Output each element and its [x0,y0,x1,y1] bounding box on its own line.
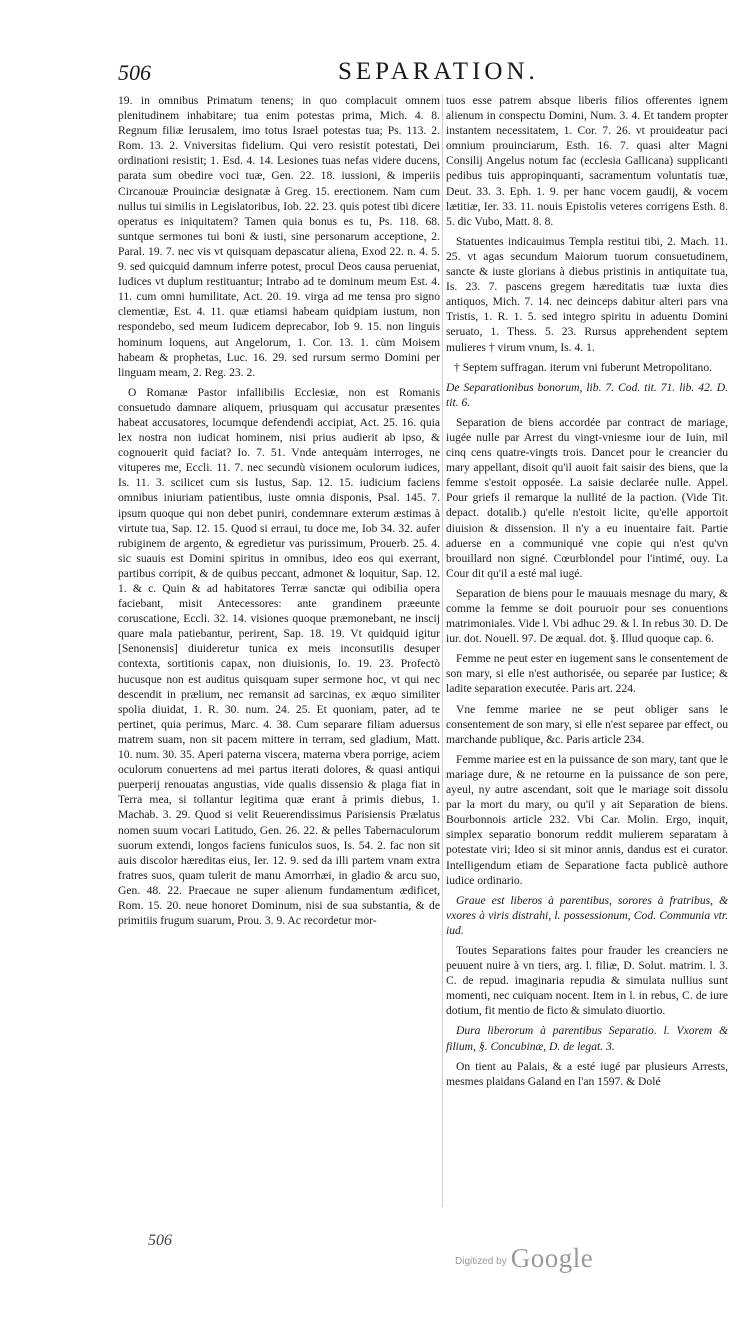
stray-page-mark: 506 [148,1232,172,1249]
digitized-by-watermark [455,1243,593,1274]
google-logo: Google [510,1243,594,1273]
paragraph: 19. in omnibus Primatum tenens; in quo complacuit omnem plenitudinem inhabitare; tua enim potestas prima, Mich. 4. 8. Regnum filiæ Ierusalem, imo totus Israel potestas tua; Ps. 113. 2. Rom. 13. 2. Vniversitas fidelium. Qui vero resistit potestati, Dei ordinationi resistit; 1. Esd. 4. 14. Lesiones tuas nefas videre ducens, parata sum obedire voci tuæ, Gen. 22. 18. iussioni, & imperiis Circanouæ Prouinciæ designatæ à Greg. 15. erectionem. Nam cum nullus tui similis in Legislatoribus, Iob. 22. 23. quis potest tibi dicere operatus es iniquitatem? Tamen quia bonus es tu, Ps. 118. 68. suntque sermones tui boni & iusti, sine personarum acceptione, 2. Paral. 19. 7. nec vis vt quisquam depascatur aliena, Exod 22. n. 4. 5. 9. sed quicquid damnum inferre potest, procul Deos causa perueniat, Iudices vt duplum restituantur; Intrabo ad te dominum meum Est. 4. 11. cum omni humilitate, Act. 20. 19. virga ad me tensa pro signo clementiæ, Est. 4. 11. quæ etiamsi habeam quidpiam iustum, non respondebo, sed meum Iudicem deprecabor, Iob 9. 15. non linguis hominum loquens, aut Angelorum, 1. Cor. 13. 1. cùm Moisem habeam & prophetas, Luc. 16. 29. sed rursum sermo Domini per linguam meam, 2. Reg. 23. 2. [118,94,440,379]
running-title: SEPARATION. [338,58,539,85]
paragraph: Graue est liberos à parentibus, sorores à fratribus, & vxores à viris distrahi, l. possessionum, Cod. Communia vtr. iud. [446,893,728,937]
footnote: † Septem suffragan. iterum vni fuberunt Metropolitano. [454,360,713,374]
column-divider [442,95,443,1207]
paragraph: Toutes Separations faites pour frauder les creanciers ne peuuent nuire à vn tiers, arg. l. filiæ, D. Solut. matrim. l. 3. C. de repud. imaginaria repudia & simulata nullius sunt momenti, nec cuiquam nocent. Item in l. in rebus, C. de iure dotium, fit mentio de ficto & simulato diuortio. [446,943,728,1018]
paragraph: Femme ne peut ester en iugement sans le consentement de son mary, si elle n'est authorisée, ou separée par Iustice; & ladite separation executée. Paris art. 224. [446,652,728,696]
paragraph: Separation de biens pour le mauuais mesnage du mary, & comme la femme se doit pouruoir pour ses conuentions matrimoniales. Vide l. Vbi adhuc 29. & l. In rebus 30. D. De iur. dot. Nouell. 97. De æqual. dot. §. Illud quoque cap. 6. [446,586,728,646]
paragraph: Femme mariee est en la puissance de son mary, tant que le mariage dure, & ne retourne en la puissance de son pere, ayeul, ny autre ascendant, soit que le mariage soit dissolu par la mort du mary, ou qu'il y ait Separation de biens. Bourbonnois article 232. Vbi Car. Molin. Ergo, inquit, simplex separatio bonorum reddit mulierem separatam à potestate viri; Ideo si sit minor annis, dandus est ei curator. Intelligendum etiam de Separatione facta publicè authore iudice ordinario. [446,752,728,887]
paragraph: On tient au Palais, & a esté iugé par plusieurs Arrests, mesmes plaidans Galand en l'an 1597. & Dolé [446,1059,728,1088]
paragraph: O Romanæ Pastor infallibilis Ecclesiæ, non est Romanis consuetudo damnare aliquem, priusquam qui accusatur præsentes habeat accusatores, locumque defendendi accipiat, Act. 25. 16. quia lex nostra non iudicat hominem, nisi prius audierit ab ipso, & cognouerit quid faciat? Io. 7. 51. Vnde antequàm interroges, ne vituperes me, Eccli. 11. 7. nec secundù visionem oculorum iudices, Is. 11. 3. scilicet cum sis Iustus, Sap. 12. 15. iudicium faciens omnibus iniuriam patientibus, iuste omnia disponis, Psal. 145. 7. ipsum quoque qui non debet puniri, condemnare exterum æstimas à virtute tua, Sap. 12. 15. Quod si erraui, tu doce me, Iob 34. 32. aufer rubiginem de argento, & egredietur vas purissimum, Prouerb. 25. 4. sic suauis est Domini spiritus in omnibus, ideo eos qui exerrant, partibus corripit, & de quibus peccant, admonet & loquitur, Sap. 12. 1. & c. Quin & ad habitatores Terræ sanctæ qui odibilia opera faciebant, misit Antecessores: ante grandinem præeunte coruscatione, Eccli. 32. 14. visiones quoque præmonebant, ne inscij quare mala patiebantur, perirent, Sap. 18. 19. Vt quidquid igitur [Senonensis] diuideretur tunica ex meis inconsutilis desuper contexta, sortitionis capax, non diuisionis, Io. 19. 23. Profectò hucusque non est auditus quisquam super sermone hoc, vt qui nec descendit in prælium, nec remansit ad sarcinas, ex æquo similiter spolia diuidat, 1. R. 30. num. 24. 25. Et quoniam, pater, ad te pertinet, quia perimus, Marc. 4. 38. Cum separare filiam aduersus matrem suam, non sit pacem mittere in terram, sed gladium, Matt. 10. num. 30. 35. Aperi paterna viscera, materna vbera porrige, aciem oculorum conuertens ad mei partus iterati dolores, & quasi antiqui puerperij renouatas angustias, vide qualis dissensio & plaga fiat in Terra mea, si tollantur legitima quæ erant à primis diebus, 1. Machab. 3. 29. Quod si velit Reuerendissimus Parisiensis Prælatus nomen suum vocari Latitudo, Gen. 26. 22. & pelles Tabernaculorum suorum extendi, longos faciens funiculos suos, Is. 54. 2. fac non sit auis discolor hæreditas eius, Ier. 12. 9. sed da illi partem vnam extra fratres suos, quam tulerit de manu Amorrhæi, in gladio & arcu suo, Gen. 48. 22. Praecaue ne super alienum fundamentum ædificet, Rom. 15. 20. neue honoret Dominum, nisi de sua substantia, & de primitiis frugum suarum, Prou. 3. 9. Ac recordetur mor- [118,385,440,928]
paragraph: Statuentes indicauimus Templa restitui tibi, 2. Mach. 11. 25. vt agas secundum Maiorum tuorum consuetudinem, sancte & iuste glorians à diebus pristinis in antiquitate tua, Is. 23. 7. pascens gregem hæreditatis tuæ iuxta dies antiquos, Mich. 7. 14. nec deinceps dabitur alteri pars vna Tristis, 1. R. 1. 5. sed integro spiritu in aduentu Domini seruato, 1. Thess. 5. 23. Rursus apprehendent septem mulieres † virum vnum, Is. 4. 1. [446,234,728,354]
page-number: 506 [118,60,151,85]
digitized-by-label: Digitized by [455,1256,507,1267]
paragraph: Dura liberorum à parentibus Separatio. l. Vxorem & filium, §. Concubinæ, D. de legat. 3. [446,1024,728,1053]
left-column [118,93,440,1213]
section-heading: De Separationibus bonorum, lib. 7. Cod. tit. 71. lib. 42. D. tit. 6. [446,380,728,409]
page-header [118,60,728,92]
right-column [446,93,728,1213]
paragraph: tuos esse patrem absque liberis filios offerentes ignem alienum in conspectu Domini, Num. 3. 4. Et tandem propter instantem necessitatem, 1. Cor. 7. 26. vt prouideatur paci omnium prouinciarum, Esth. 16. 7. quasi alter Magni Consilij Angelus notum fac (ecclesia Gallicana) supplicanti pedibus tuis appropinquanti, sacramentum voluntatis tuæ, Deut. 33. 3. Eph. 1. 9. per hanc vocem gaudij, & vocem lætitiæ, Ier. 33. 11. nouis Epistolis veteres corrigens Esth. 8. 5. dic Vubo, Matt. 8. 8. [446,94,728,228]
paragraph: Separation de biens accordée par contract de mariage, iugée nulle par Arrest du vingt-vniesme iour de Iuin, mil cinq cens quatre-vingts trois. Dancet pour le creancier du mary appellant, disoit qu'il auoit fait saisir des biens, que la femme s'estoit opposée. La saisie declarée nulle. Appel. Pour griefs il remarque la nullité de la paction. (Vide Tit. depact. dotalib.) qu'elle n'estoit licite, qu'elle apportoit diuision & dissension. Il n'y a eu inuentaire fait. Partie aduerse en a communiqué vne copie qui n'est qu'vn brouillard non signé. Cœurblondel pour l'intimé, ouy. La Cour dit qu'il a esté mal iugé. [446,415,728,580]
paragraph: Vne femme mariee ne se peut obliger sans le consentement de son mary, si elle n'est separee par effect, ou marchande publique, &c. Paris article 234. [446,702,728,746]
